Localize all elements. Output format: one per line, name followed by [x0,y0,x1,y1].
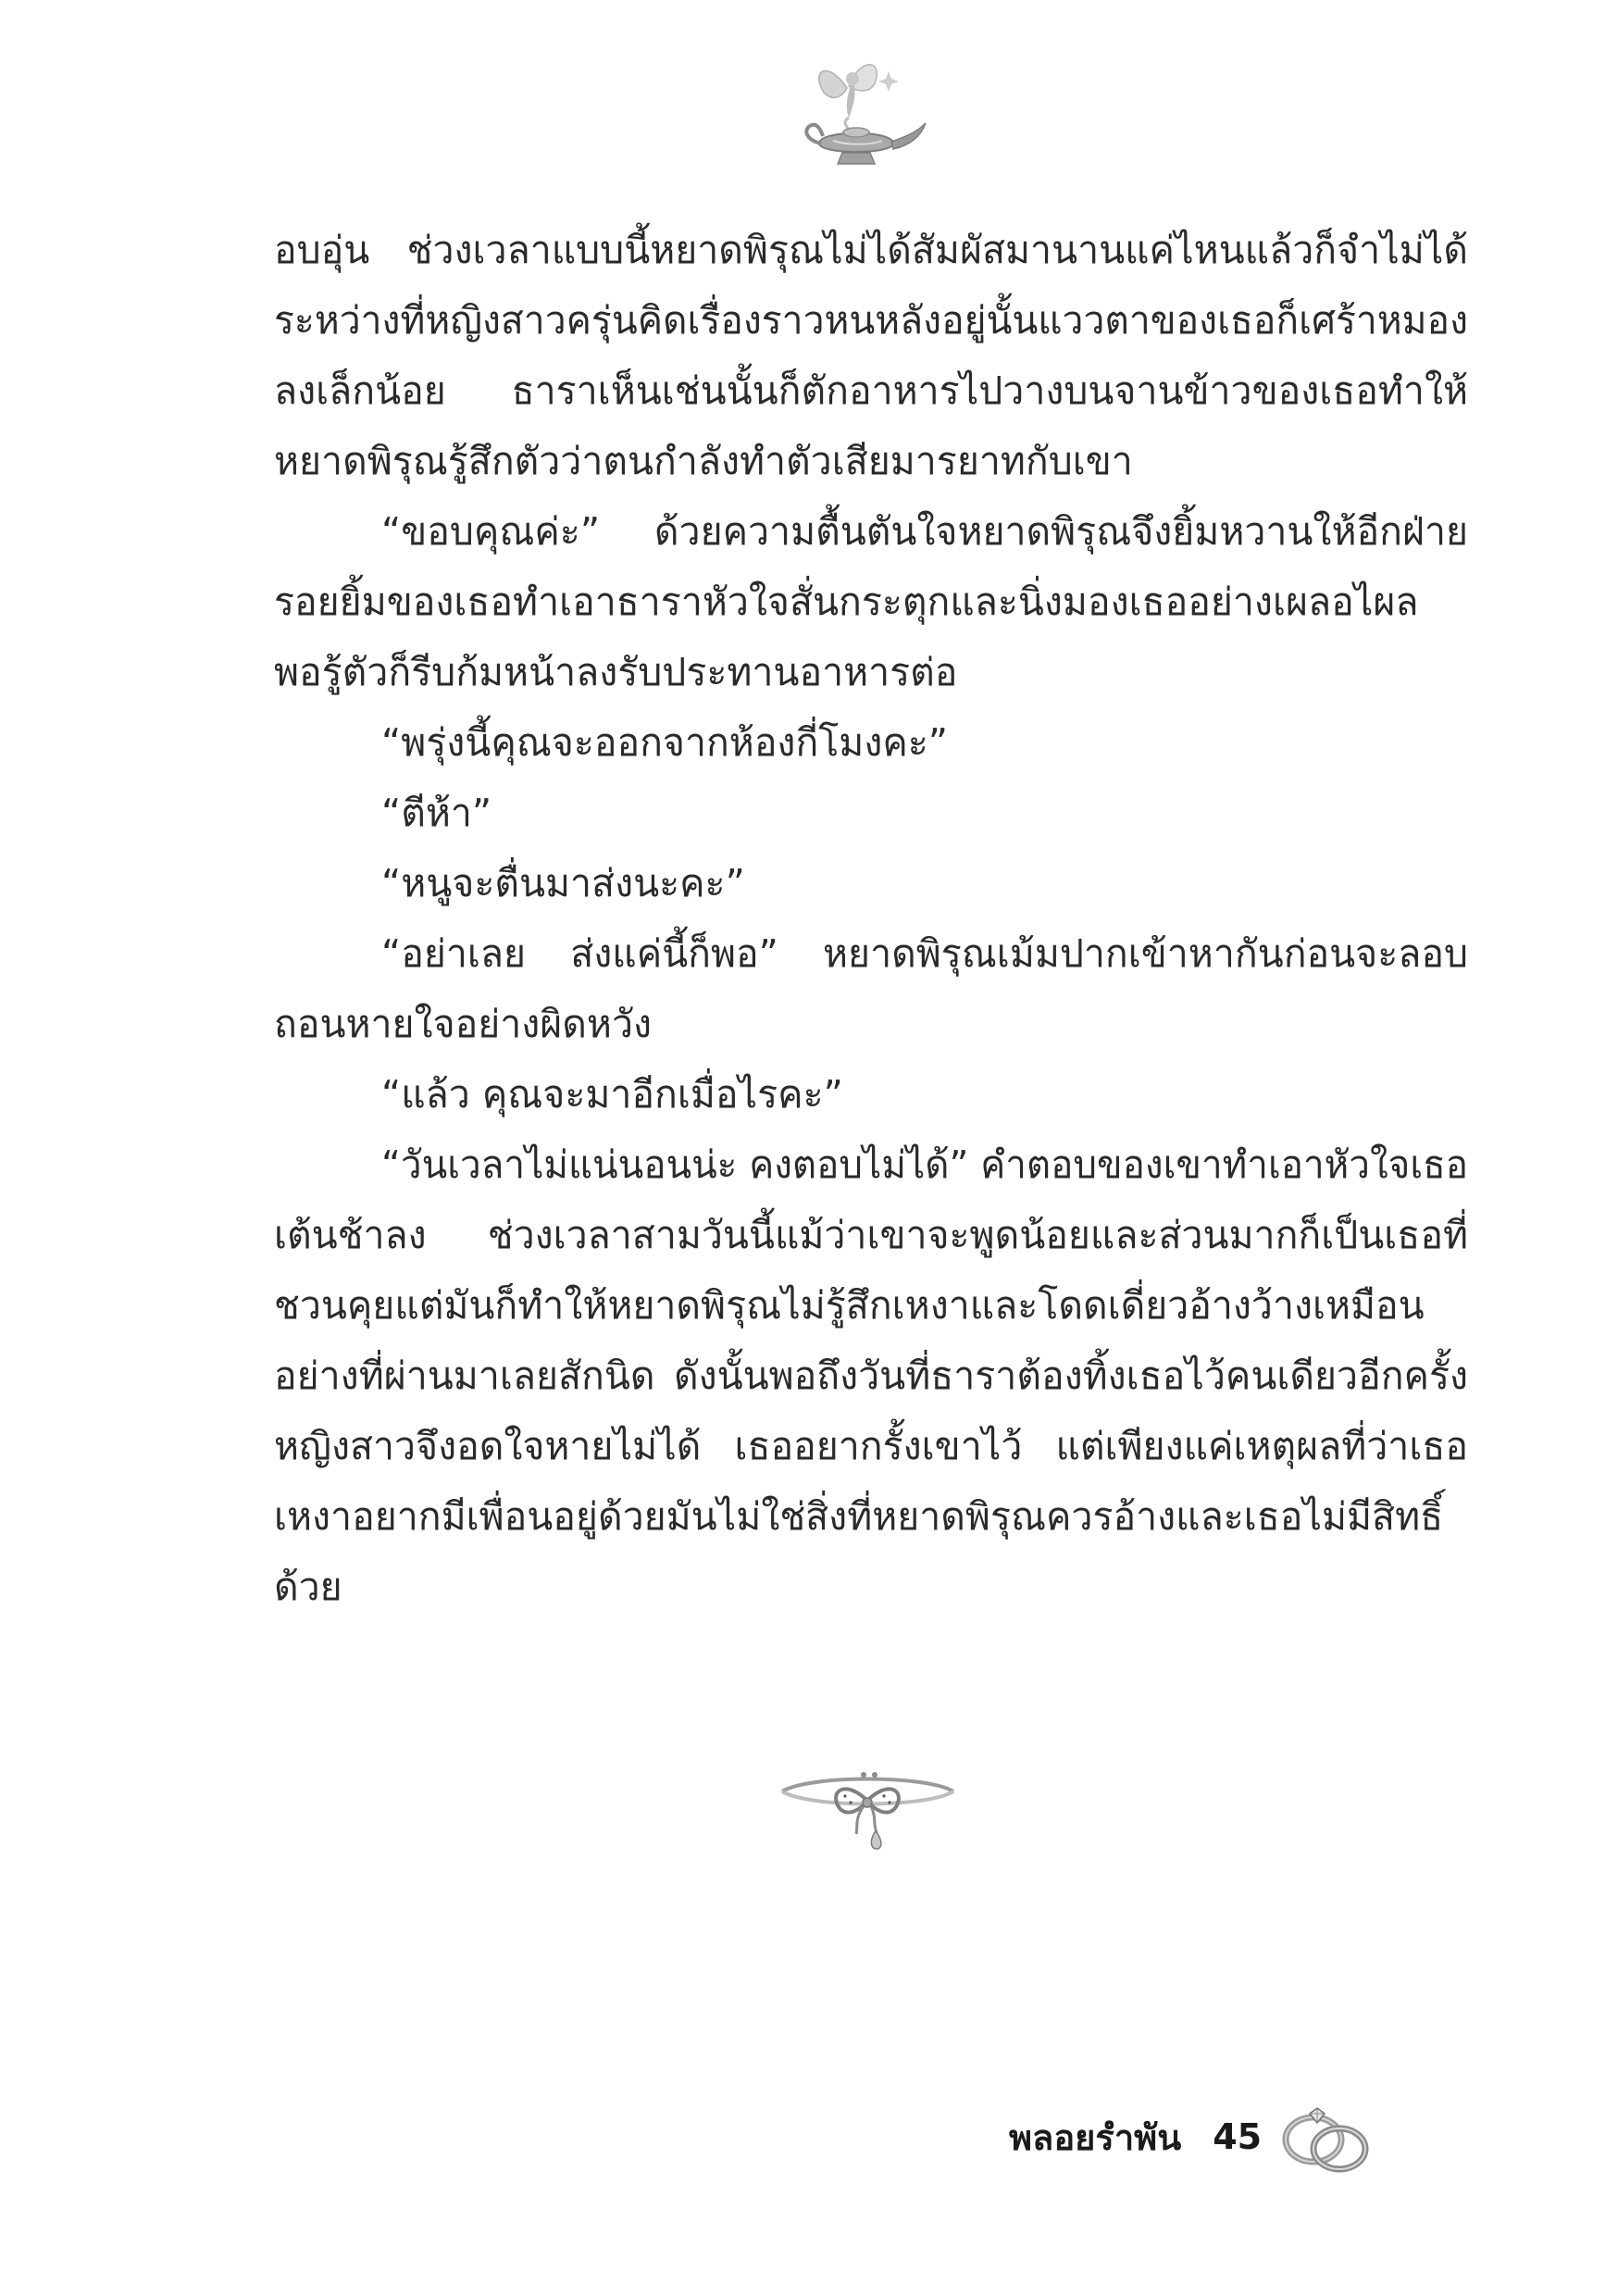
text-line: ถอนหายใจอย่างผิดหวัง [274,1002,652,1046]
text-line: ลงเล็กน้อย ธาราเห็นเช่นนั้นก็ตักอาหารไปวางบนจานข้าวของเธอทำให้ [274,368,1468,413]
text-line: อย่างที่ผ่านมาเลยสักนิด ดังนั้นพอถึงวันที่ธาราต้องทิ้งเธอไว้คนเดียวอีกครั้ง [274,1354,1468,1398]
text-line: “วันเวลาไม่แน่นอนน่ะ คงตอบไม่ได้” คำตอบของเขาทำเอาหัวใจเธอ [381,1142,1469,1187]
text-line: “ตีห้า” [381,791,492,835]
text-line: เต้นช้าลง ช่วงเวลาสามวันนี้แม้ว่าเขาจะพูดน้อยและส่วนมากก็เป็นเธอที่ [274,1213,1468,1257]
text-line: ด้วย [274,1565,342,1609]
text-line: “หนูจะตื่นมาส่งนะคะ” [381,861,745,905]
text-line: อบอุ่น ช่วงเวลาแบบนี้หยาดพิรุณไม่ได้สัมผัสมานานแค่ไหนแล้วก็จำไม่ได้ [274,228,1468,272]
text-line: หญิงสาวจึงอดใจหายไม่ได้ เธออยากรั้งเขาไว้ แต่เพียงแค่เหตุผลที่ว่าเธอ [274,1424,1468,1468]
text-line: “ขอบคุณค่ะ” ด้วยความตื้นตันใจหยาดพิรุณจึงยิ้มหวานให้อีกฝ่าย [381,509,1468,554]
text-line: เหงาอยากมีเพื่อนอยู่ด้วยมันไม่ใช่สิ่งที่หยาดพิรุณควรอ้างและเธอไม่มีสิทธิ์ [274,1494,1444,1539]
text-line: พอรู้ตัวก็รีบก้มหน้าลงรับประทานอาหารต่อ [274,650,958,694]
page-footer [1009,2100,1376,2174]
bow-ring-icon [773,1754,963,1856]
text-line: รอยยิ้มของเธอทำเอาธาราหัวใจสั่นกระตุกและนิ่งมองเธออย่างเผลอไผล [274,580,1419,624]
text-line: “แล้ว คุณจะมาอีกเมื่อไรคะ” [381,1072,843,1117]
lamp-fairy-icon [791,51,930,171]
body-text [274,215,1468,1622]
text-line: “อย่าเลย ส่งแค่นี้ก็พอ” หยาดพิรุณเม้มปากเข้าหากันก่อนจะลอบ [381,931,1468,976]
text-line: ระหว่างที่หญิงสาวครุ่นคิดเรื่องราวหนหลังอยู่นั้นแววตาของเธอก็เศร้าหมอง [274,298,1468,343]
book-title: พลอยรำพัน [1009,2116,1182,2158]
text-line: ชวนคุยแต่มันก็ทำให้หยาดพิรุณไม่รู้สึกเหงาและโดดเดี่ยวอ้างว้างเหมือน [274,1283,1425,1328]
page-number: 45 [1213,2116,1263,2157]
text-line: “พรุ่งนี้คุณจะออกจากห้องกี่โมงคะ” [381,720,949,765]
wedding-rings-icon [1275,2095,1376,2178]
text-line: หยาดพิรุณรู้สึกตัวว่าตนกำลังทำตัวเสียมารยาทกับเขา [274,439,1133,483]
